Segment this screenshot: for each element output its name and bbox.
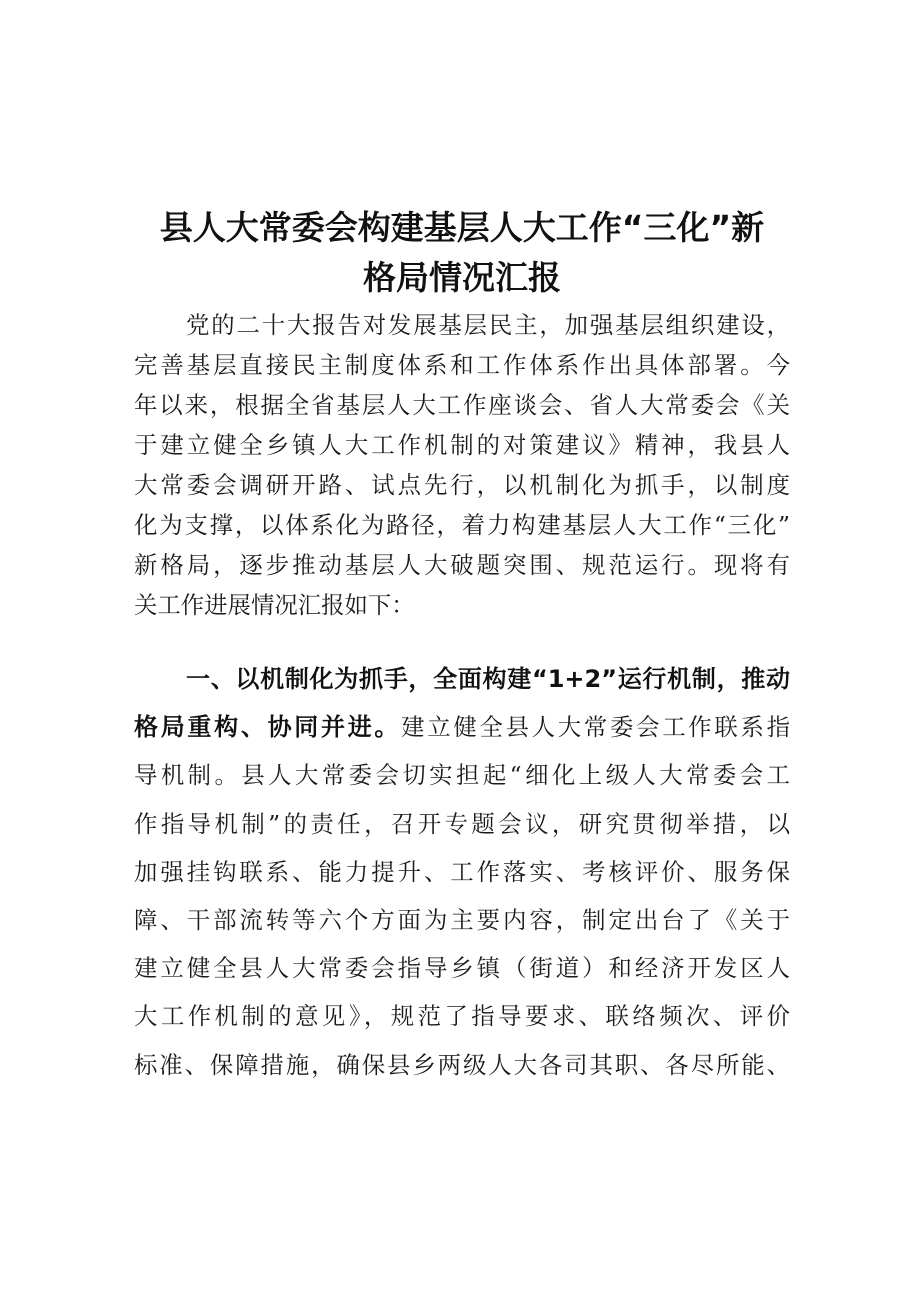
section-1-line: 导机制。县人大常委会切实担起“细化上级人大常委会工: [134, 761, 790, 790]
section-1-line: 加强挂钩联系、能力提升、工作落实、考核评价、服务保: [134, 857, 790, 886]
section-1-line: 标准、保障措施，确保县乡两级人大各司其职、各尽所能、: [134, 1050, 790, 1079]
intro-line: 党的二十大报告对发展基层民主，加强基层组织建设，: [186, 311, 790, 339]
intro-line: 关工作进展情况汇报如下：: [134, 591, 415, 619]
intro-line: 化为支撑，以体系化为路径，着力构建基层人大工作“三化”: [134, 511, 790, 539]
intro-line: 于建立健全乡镇人大工作机制的对策建议》精神，我县人: [134, 431, 790, 459]
section-1-heading-line-1: 一、以机制化为抓手，全面构建“1+2”运行机制，推动: [186, 665, 790, 693]
section-1-line: 建立健全县人大常委会指导乡镇（街道）和经济开发区人: [134, 954, 790, 983]
intro-line: 新格局，逐步推动基层人大破题突围、规范运行。现将有: [134, 551, 790, 579]
document-title: [132, 203, 792, 303]
title-line-1: 县人大常委会构建基层人大工作“三化”新: [159, 208, 765, 247]
title-line-2: 格局情况汇报: [363, 258, 561, 297]
section-1-line: 障、干部流转等六个方面为主要内容，制定出台了《关于: [134, 905, 790, 934]
intro-line: 年以来，根据全省基层人大工作座谈会、省人大常委会《关: [134, 391, 790, 419]
intro-line: 完善基层直接民主制度体系和工作体系作出具体部署。今: [134, 351, 790, 379]
section-1-heading-bold: 格局重构、协同并进。: [134, 713, 402, 742]
section-1-heading-rest: 建立健全县人大常委会工作联系指: [401, 713, 791, 742]
intro-paragraph: [134, 305, 790, 625]
section-1-heading-line-2: [134, 703, 790, 751]
intro-line: 大常委会调研开路、试点先行，以机制化为抓手，以制度: [134, 471, 790, 499]
section-1-line: 作指导机制”的责任，召开专题会议，研究贯彻举措，以: [134, 809, 790, 838]
section-1-line: 大工作机制的意见》，规范了指导要求、联络频次、评价: [134, 1002, 790, 1031]
section-1-paragraph: [134, 655, 790, 1089]
